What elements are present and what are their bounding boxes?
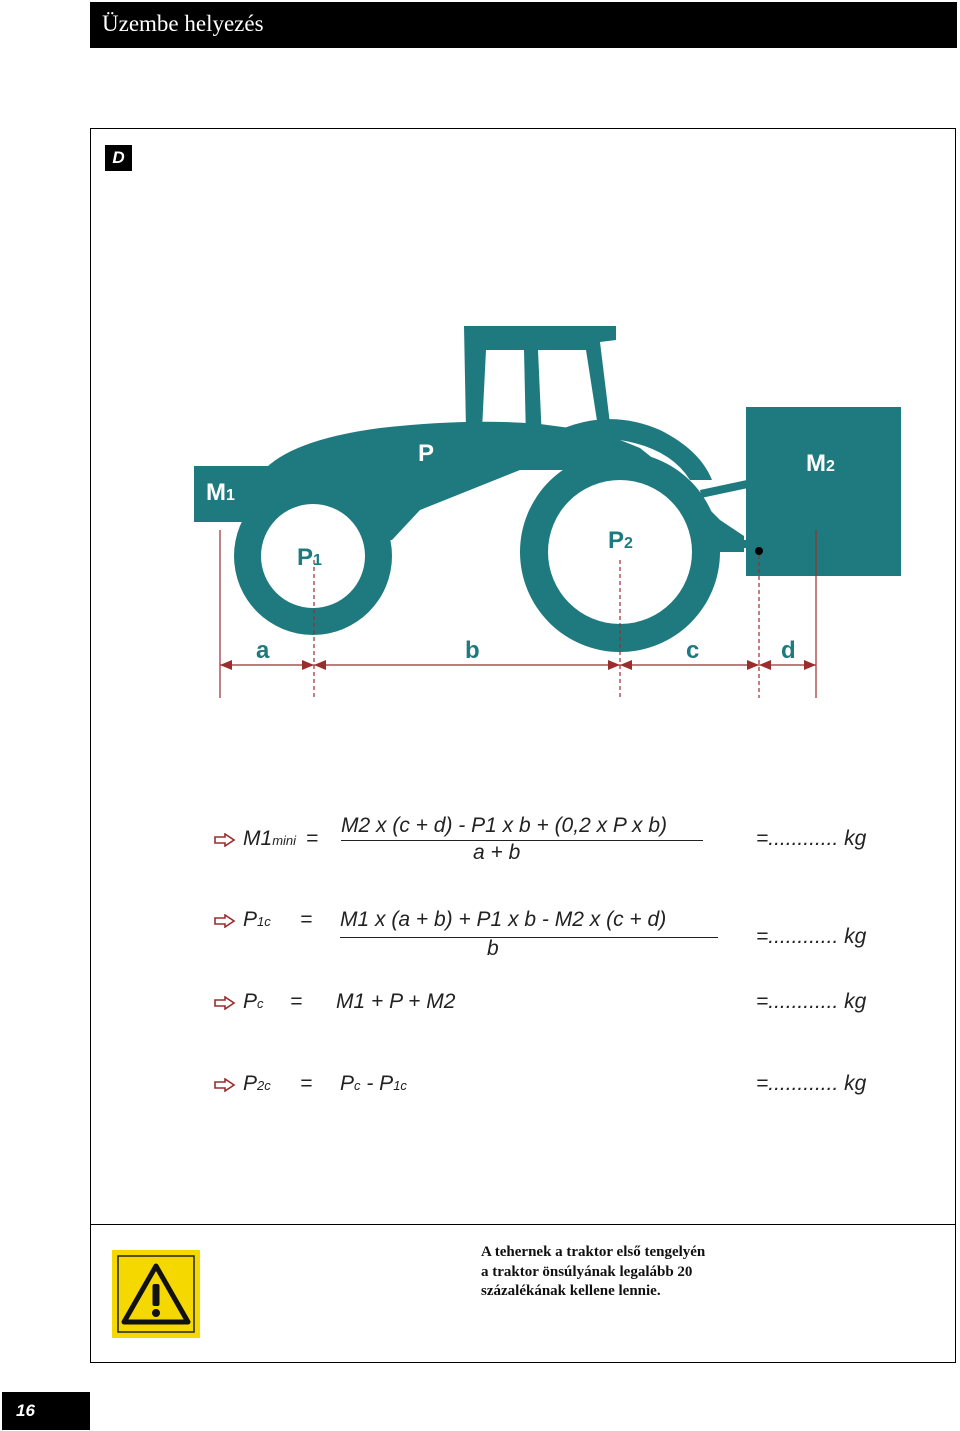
formula-2-lhs: P1c (243, 908, 271, 931)
formula-1-result: =............ kg (756, 827, 867, 850)
label-p2: P2 (608, 527, 633, 554)
bullet-arrow-icon (214, 914, 236, 928)
formula-1-numerator: M2 x (c + d) - P1 x b + (0,2 x P x b) (341, 814, 667, 837)
bullet-arrow-icon (214, 996, 236, 1010)
formula-1-denominator: a + b (473, 841, 521, 864)
formula-2-eq: = (300, 908, 313, 931)
warning-triangle-icon (112, 1250, 200, 1338)
formula-3-result: =............ kg (756, 990, 867, 1013)
formula-2-denominator: b (487, 937, 499, 960)
formula-3-lhs: Pc (243, 990, 264, 1013)
label-m1: M1 (206, 479, 235, 506)
formula-3-eq: = (290, 990, 303, 1013)
section-badge: D (105, 145, 132, 171)
bullet-arrow-icon (214, 1078, 236, 1092)
formula-4-eq: = (300, 1072, 313, 1095)
formula-1-lhs: M1mini = (243, 827, 319, 850)
frame-divider (91, 1224, 956, 1225)
formula-2-fraction-line (340, 937, 718, 938)
formula-3-expr: M1 + P + M2 (336, 990, 456, 1013)
formula-1-fraction-line (341, 840, 703, 841)
label-p1: P1 (297, 544, 322, 571)
label-a: a (256, 637, 270, 664)
bullet-arrow-icon (214, 833, 236, 847)
label-c: c (686, 637, 700, 664)
warning-text: A tehernek a traktor első tengelyén a traktor önsúlyának legalább 20 százalékának kellene lennie. (481, 1244, 706, 1299)
formula-4-result: =............ kg (756, 1072, 867, 1095)
formula-4-lhs: P2c (243, 1072, 271, 1095)
label-d: d (781, 637, 796, 664)
formula-2-result: =............ kg (756, 925, 867, 948)
page-title: Üzembe helyezés (102, 11, 264, 36)
page-number: 16 (2, 1392, 90, 1430)
hitch-top-link (700, 480, 749, 498)
label-b: b (465, 637, 480, 664)
formula-4-expr: Pc - P1c (340, 1072, 407, 1095)
label-p: P (418, 440, 435, 467)
rear-weight-m2 (746, 407, 901, 576)
hitch-point (755, 547, 763, 555)
formula-2-numerator: M1 x (a + b) + P1 x b - M2 x (c + d) (340, 908, 667, 931)
label-m2: M2 (806, 450, 835, 477)
